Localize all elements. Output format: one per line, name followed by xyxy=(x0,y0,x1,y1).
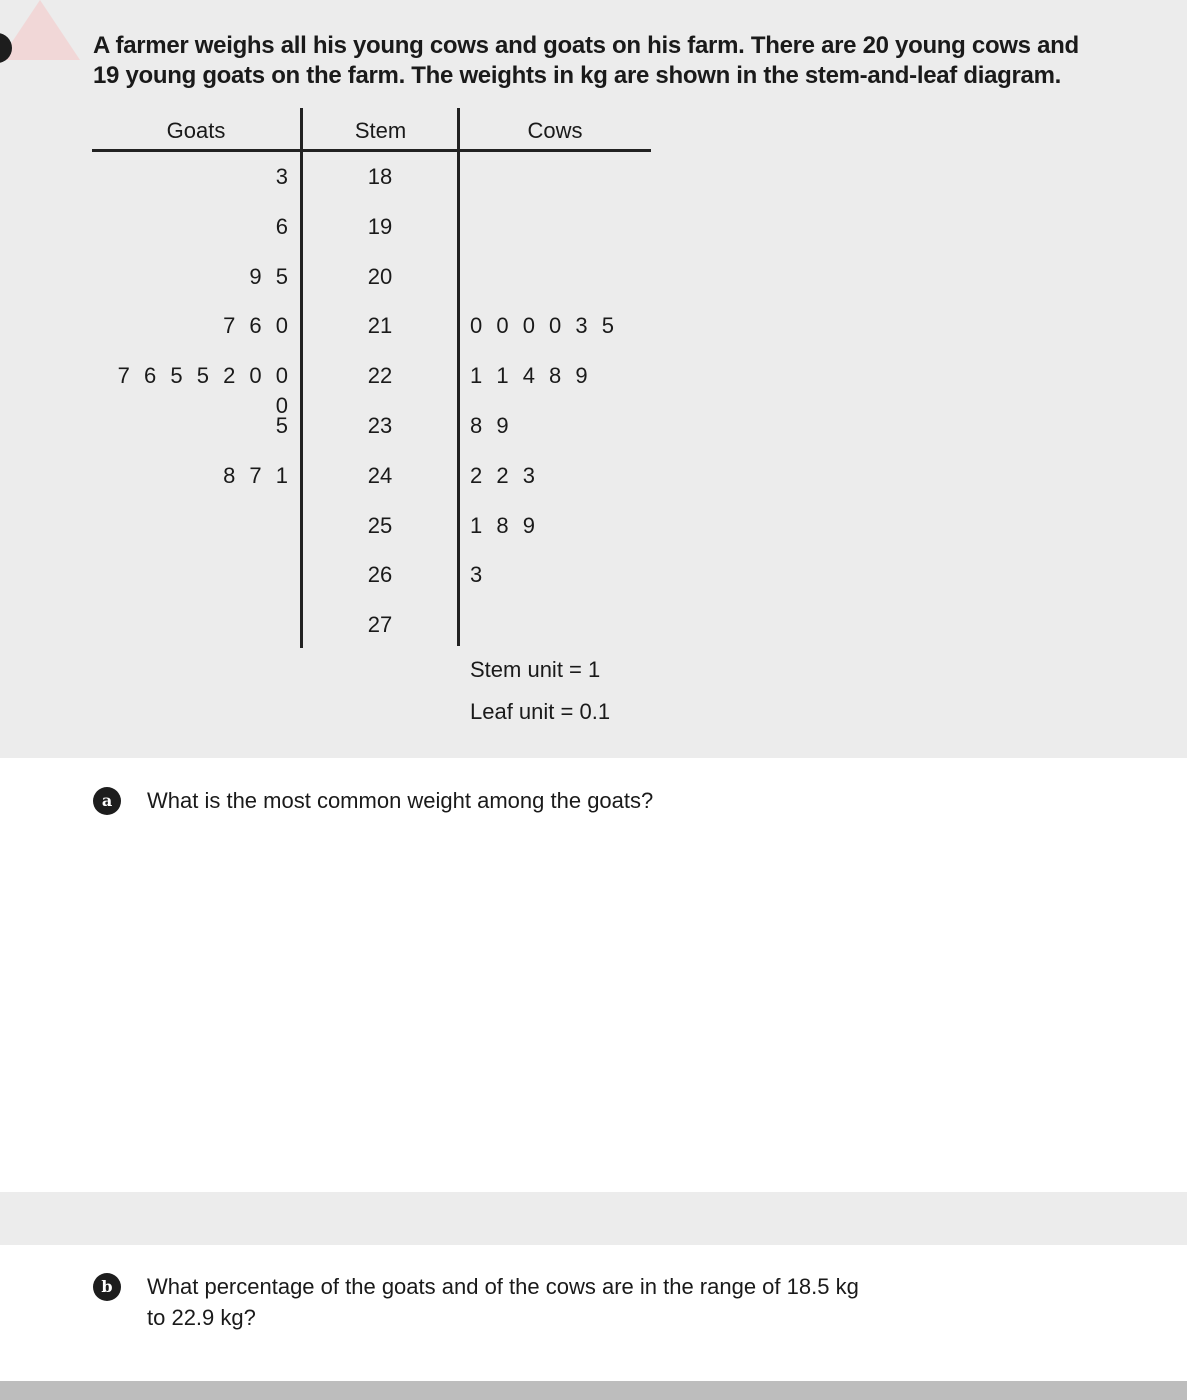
cow-leaves-row-10 xyxy=(470,610,650,640)
stem-value-row-4: 21 xyxy=(367,313,393,338)
stem-value-row-2: 19 xyxy=(367,214,393,239)
question-a-text: What is the most common weight among the goats? xyxy=(147,788,654,813)
goat-leaves-row-2: 6 xyxy=(275,214,292,239)
header-rule xyxy=(92,149,651,152)
cow-leaves-row-4: 0 0 0 0 3 5 xyxy=(470,313,618,338)
cow-leaves-row-3 xyxy=(470,262,650,292)
stem-cows-divider xyxy=(457,108,460,646)
stem-value-row-10: 27 xyxy=(367,612,393,637)
question-b-line-2: to 22.9 kg? xyxy=(147,1305,256,1330)
cow-leaves-row-1 xyxy=(470,162,650,192)
stem-value-row-8: 25 xyxy=(367,513,393,538)
cows-header: Cows xyxy=(527,118,583,143)
stem-value-row-1: 18 xyxy=(367,164,393,189)
corner-tab-decoration xyxy=(0,0,80,60)
stem-unit-key: Stem unit = 1 xyxy=(470,657,601,682)
goat-leaves-row-10 xyxy=(100,610,292,640)
question-b-text xyxy=(147,1271,1017,1333)
stem-value-row-7: 24 xyxy=(367,463,393,488)
cow-leaves-row-6: 8 9 xyxy=(470,413,513,438)
cow-leaves-row-2 xyxy=(470,212,650,242)
goat-leaves-row-3: 9 5 xyxy=(249,264,292,289)
question-b-badge: b xyxy=(93,1273,121,1301)
goats-header: Goats xyxy=(166,118,226,143)
stem-value-row-5: 22 xyxy=(367,363,393,388)
goat-leaves-row-4: 7 6 0 xyxy=(223,313,292,338)
separator-band xyxy=(0,1192,1187,1245)
goat-leaves-row-1: 3 xyxy=(275,164,292,189)
stem-value-row-6: 23 xyxy=(367,413,393,438)
problem-statement xyxy=(93,31,1173,91)
question-a-badge: a xyxy=(93,787,121,815)
goat-leaves-row-6: 5 xyxy=(275,413,292,438)
goat-leaves-row-7: 8 7 1 xyxy=(223,463,292,488)
cow-leaves-row-8: 1 8 9 xyxy=(470,513,539,538)
question-b-line-1: What percentage of the goats and of the cows are in the range of 18.5 kg xyxy=(147,1274,859,1299)
goat-leaves-row-9 xyxy=(100,560,292,590)
stem-value-row-9: 26 xyxy=(367,562,393,587)
problem-line-1: A farmer weighs all his young cows and goats on his farm. There are 20 young cows and xyxy=(93,32,1079,59)
problem-line-2: 19 young goats on the farm. The weights in kg are shown in the stem-and-leaf diagram. xyxy=(93,62,1061,89)
goats-stem-divider xyxy=(300,108,303,648)
cow-leaves-row-9: 3 xyxy=(470,562,487,587)
stem-header: Stem xyxy=(354,118,407,143)
goat-leaves-row-5: 7 6 5 5 2 0 0 0 xyxy=(117,363,292,418)
leaf-unit-key: Leaf unit = 0.1 xyxy=(470,699,611,724)
goat-leaves-row-8 xyxy=(100,511,292,541)
stem-value-row-3: 20 xyxy=(367,264,393,289)
cow-leaves-row-7: 2 2 3 xyxy=(470,463,539,488)
bottom-bar xyxy=(0,1381,1187,1400)
cow-leaves-row-5: 1 1 4 8 9 xyxy=(470,363,592,388)
